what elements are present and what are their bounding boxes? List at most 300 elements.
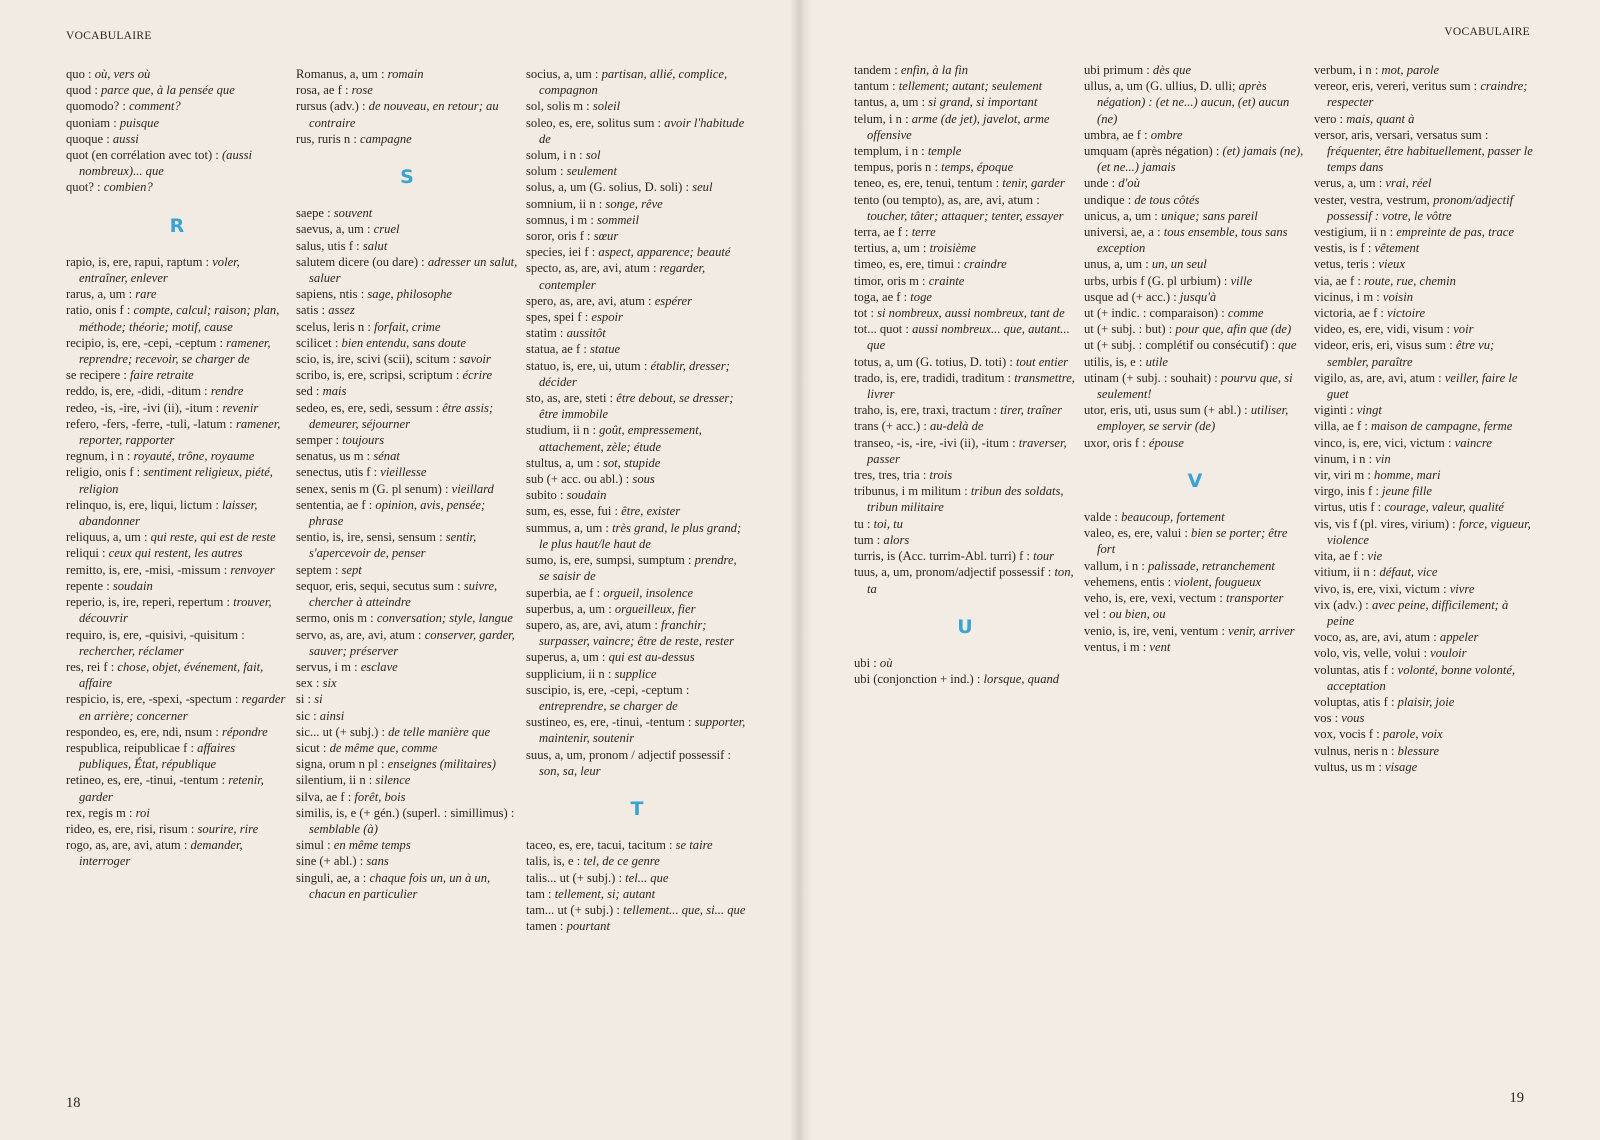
translation: toge [910, 289, 932, 304]
vocab-entry [66, 578, 288, 594]
headword: quoniam : [66, 115, 120, 130]
translation: sentir, s'apercevoir de, penser [309, 530, 477, 561]
translation: après négation) : (et ne...) aucun, (et) aucun (ne) [1097, 79, 1290, 126]
vocab-entry [526, 422, 748, 454]
headword: silentium, ii n : [296, 773, 376, 788]
vocab-entry [526, 325, 748, 341]
translation: vrai, réel [1385, 176, 1432, 191]
headword: taceo, es, ere, tacui, tacitum : [526, 838, 676, 853]
translation: unique; sans pareil [1160, 208, 1258, 223]
headword: servo, as, are, avi, atum : [296, 627, 425, 642]
vocab-entry [1314, 240, 1536, 256]
translation: conversation; style, langue [376, 611, 513, 626]
translation: sentiment religieux, piété, religion [79, 465, 273, 496]
vocab-entry [1314, 418, 1536, 434]
vocab-entry [296, 98, 518, 130]
headword: simul : [296, 838, 334, 853]
headword: quoque : [66, 131, 113, 146]
vocab-entry [296, 529, 518, 561]
vocab-entry [526, 309, 748, 325]
vocab-entry [1084, 590, 1306, 606]
vocab-entry [526, 293, 748, 309]
headword: quo : [66, 67, 95, 81]
vocab-entry [854, 159, 1076, 175]
headword: volo, vis, velle, volui : [1314, 646, 1431, 661]
vocab-entry [1084, 623, 1306, 639]
headword: saevus, a, um : [296, 222, 374, 237]
vocab-entry [1314, 499, 1536, 515]
headword: statua, ae f : [526, 342, 590, 357]
vocab-entry [526, 552, 748, 584]
translation: pronom/adjectif possessif : votre, le vôtre [1327, 192, 1514, 223]
headword: res, rei f : [66, 659, 118, 674]
vocab-entry [526, 212, 748, 228]
headword: socius, a, um : [526, 67, 602, 81]
headword: religio, onis f : [66, 465, 144, 480]
translation: vin [1375, 451, 1391, 466]
headword: sumo, is, ere, sumpsi, sumptum : [526, 553, 695, 568]
vocab-entry [296, 335, 518, 351]
translation: tirer, traîner [1000, 403, 1062, 418]
vocab-entry [1314, 192, 1536, 224]
translation: soudain [566, 488, 607, 503]
vocab-entry [1084, 78, 1306, 127]
translation: sept [341, 562, 362, 577]
vocab-entry [1314, 78, 1536, 110]
headword: superus, a, um : [526, 650, 609, 665]
vocab-column [66, 66, 288, 870]
translation: sot, stupide [602, 455, 661, 470]
translation: terre [911, 225, 936, 240]
translation: tous ensemble, tous sans exception [1097, 225, 1288, 256]
headword: sustineo, es, ere, -tinui, -tentum : [526, 715, 695, 730]
translation: alors [883, 532, 910, 547]
headword: senatus, us m : [296, 449, 374, 464]
vocab-entry [1314, 483, 1536, 499]
headword: venio, is, ire, veni, ventum : [1084, 623, 1229, 638]
vocab-entry [854, 655, 1076, 671]
headword: utilis, is, e : [1084, 354, 1146, 369]
headword: solum, i n : [526, 148, 586, 163]
translation: blessure [1397, 743, 1440, 758]
translation: bien entendu, sans doute [341, 335, 466, 350]
headword: ullus, a, um (G. ullius, D. ulli; [1084, 79, 1239, 94]
headword: vinum, i n : [1314, 451, 1376, 466]
translation: laisser, abandonner [79, 497, 258, 529]
vocab-entry [1314, 337, 1536, 369]
translation: renvoyer [230, 562, 275, 577]
translation: établir, dresser; décider [539, 358, 730, 389]
translation: courage, valeur, qualité [1384, 500, 1504, 515]
vocab-entry [66, 66, 288, 82]
vocab-entry [526, 147, 748, 163]
headword: umquam (après négation) : [1084, 144, 1223, 159]
vocab-entry [296, 432, 518, 448]
headword: ubi : [854, 655, 880, 670]
vocab-entry [296, 205, 518, 221]
translation: vivre [1449, 581, 1475, 596]
headword: terra, ae f : [854, 225, 912, 240]
headword: tot... quot : [854, 322, 913, 337]
vocab-entry [1084, 143, 1306, 175]
vocab-entry [526, 666, 748, 682]
translation: toi, tu [873, 516, 903, 531]
headword: repente : [66, 578, 113, 593]
translation: empreinte de pas, trace [1396, 225, 1514, 240]
translation: vieux [1378, 257, 1405, 272]
vocab-column [296, 66, 518, 902]
vocab-entry [66, 179, 288, 195]
translation: aspect, apparence; beauté [598, 245, 731, 260]
translation: très grand, le plus grand; le plus haut/le haut de [539, 520, 742, 551]
vocab-entry [66, 464, 288, 496]
headword: undique : [1084, 192, 1135, 207]
vocab-column [1314, 62, 1536, 775]
vocab-entry [1314, 645, 1536, 661]
vocab-entry [526, 163, 748, 179]
translation: goût, empressement, attachement, zèle; étude [539, 423, 702, 454]
headword: sic... ut (+ subj.) : [296, 724, 389, 739]
translation: ville [1230, 273, 1253, 288]
vocab-entry [296, 789, 518, 805]
vocab-entry [66, 821, 288, 837]
translation: prendre, se saisir de [539, 553, 737, 584]
vocab-entry [526, 503, 748, 519]
translation: mot, parole [1381, 63, 1440, 77]
vocab-entry [526, 455, 748, 471]
vocab-entry [526, 682, 748, 714]
vocab-entry [296, 66, 518, 82]
vocab-entry [854, 321, 1076, 353]
headword: ubi primum : [1084, 63, 1153, 77]
vocab-entry [66, 82, 288, 98]
section-letter: T [630, 797, 644, 820]
vocab-entry [296, 610, 518, 626]
vocab-entry [854, 78, 1076, 94]
vocab-entry [526, 471, 748, 487]
vocab-entry [854, 467, 1076, 483]
headword: templum, i n : [854, 144, 928, 159]
translation: palissade, retranchement [1148, 558, 1275, 573]
vocab-entry [1084, 62, 1306, 78]
headword: tantum : [854, 79, 899, 94]
translation: demander, interroger [79, 838, 243, 869]
vocab-entry [1084, 354, 1306, 370]
translation: vent [1149, 639, 1171, 654]
vocab-entry [854, 483, 1076, 515]
translation: où [879, 655, 893, 670]
vocab-entry [1084, 273, 1306, 289]
vocab-entry [1084, 321, 1306, 337]
vocab-entry [526, 649, 748, 665]
translation: troisième [929, 241, 976, 256]
headword: toga, ae f : [854, 289, 911, 304]
right-page [800, 0, 1600, 1140]
headword: sed : [296, 384, 323, 399]
translation: regarder, contempler [539, 261, 706, 292]
translation: tribun des soldats, tribun militaire [867, 484, 1064, 515]
vocab-entry [66, 416, 288, 448]
headword: suus, a, um, pronom / adjectif possessif : [526, 747, 731, 762]
headword: vultus, us m : [1314, 759, 1386, 774]
page-number-left: 18 [66, 1095, 81, 1111]
headword: valde : [1084, 510, 1122, 525]
translation: trois [929, 468, 953, 483]
headword: tantus, a, um : [854, 95, 929, 110]
vocab-entry [854, 671, 1076, 687]
vocab-entry [854, 370, 1076, 402]
headword: rideo, es, ere, risi, risum : [66, 821, 198, 836]
translation: victoire [1387, 306, 1426, 321]
vocab-entry [1314, 548, 1536, 564]
headword: requiro, is, ere, -quisivi, -quisitum : [66, 627, 245, 642]
vocab-entry [526, 747, 748, 779]
vocab-entry [1084, 337, 1306, 353]
vocab-entry [854, 354, 1076, 370]
headword: voluntas, atis f : [1314, 662, 1398, 677]
translation: tel... que [625, 870, 669, 885]
vocab-entry [1314, 321, 1536, 337]
translation: supplice [614, 666, 657, 681]
vocab-entry [296, 448, 518, 464]
headword: transeo, -is, -ire, -ivi (ii), -itum : [854, 435, 1019, 450]
headword: senectus, utis f : [296, 465, 381, 480]
headword: tamen : [526, 919, 567, 934]
headword: trado, is, ere, tradidi, traditum : [854, 370, 1015, 385]
vocab-entry [526, 886, 748, 902]
translation: orgueil, insolence [603, 585, 694, 600]
translation: espoir [591, 310, 623, 325]
vocab-entry [66, 740, 288, 772]
headword: talis... ut (+ subj.) : [526, 870, 626, 885]
vocab-entry [854, 62, 1076, 78]
translation: écrire [462, 368, 493, 383]
headword: stultus, a, um : [526, 455, 603, 470]
vocab-entry [854, 111, 1076, 143]
headword: rogo, as, are, avi, atum : [66, 838, 191, 853]
translation: combien? [103, 180, 153, 195]
translation: sous [632, 472, 655, 487]
headword: quot (en corrélation avec tot) : [66, 148, 222, 163]
headword: viginti : [1314, 403, 1357, 418]
translation: ou bien, ou [1109, 607, 1166, 622]
headword: ratio, onis f : [66, 303, 134, 318]
vocab-entry [296, 659, 518, 675]
vocab-column [854, 62, 1076, 687]
vocab-entry [1314, 62, 1536, 78]
vocab-entry [526, 260, 748, 292]
translation: avec peine, difficilement; à peine [1327, 597, 1509, 628]
headword: senex, senis m (G. pl senum) : [296, 481, 452, 496]
translation: craindre [963, 257, 1007, 272]
translation: être vu; sembler, paraître [1327, 338, 1495, 369]
vocab-entry [1314, 127, 1536, 176]
translation: rare [135, 287, 157, 302]
vocab-entry [1084, 289, 1306, 305]
headword: sic : [296, 708, 320, 723]
vocab-entry [854, 435, 1076, 467]
headword: salus, utis f : [296, 238, 363, 253]
headword: talis, is, e : [526, 854, 584, 869]
vocab-entry [66, 659, 288, 691]
headword: sicut : [296, 740, 330, 755]
translation: rendre [210, 384, 244, 399]
translation: puisque [119, 115, 160, 130]
translation: où, vers où [94, 67, 151, 81]
headword: retineo, es, ere, -tinui, -tentum : [66, 773, 229, 788]
vocab-entry [526, 66, 748, 98]
vocab-entry [66, 448, 288, 464]
headword: rex, regis m : [66, 805, 136, 820]
vocab-entry [66, 98, 288, 114]
translation: si grand, si important [928, 95, 1038, 110]
translation: volonté, bonne volonté, acceptation [1327, 662, 1516, 693]
headword: vestis, is f : [1314, 241, 1375, 256]
headword: Romanus, a, um : [296, 67, 388, 81]
headword: tento (ou tempto), as, are, avi, atum : [854, 192, 1040, 207]
headword: umbra, ae f : [1084, 127, 1151, 142]
headword: tres, tres, tria : [854, 468, 930, 483]
translation: lorsque, quand [983, 672, 1060, 687]
headword: reperio, is, ire, reperi, repertum : [66, 595, 234, 610]
vocab-entry [66, 562, 288, 578]
headword: sentio, is, ire, sensi, sensum : [296, 530, 446, 545]
translation: parce que, à la pensée que [100, 83, 235, 98]
headword: soleo, es, ere, solitus sum : [526, 115, 665, 130]
headword: tu : [854, 516, 874, 531]
vocab-entry [1314, 743, 1536, 759]
translation: son, sa, leur [539, 763, 601, 778]
translation: seul [692, 180, 713, 195]
translation: défaut, vice [1379, 565, 1438, 580]
vocab-entry [66, 147, 288, 179]
headword: sol, solis m : [526, 99, 593, 114]
headword: universi, ae, a : [1084, 225, 1164, 240]
headword: suscipio, is, ere, -cepi, -ceptum : [526, 682, 690, 697]
vocab-entry [296, 131, 518, 147]
translation: qui est au-dessus [608, 650, 695, 665]
translation: aussi [112, 131, 139, 146]
translation: maison de campagne, ferme [1371, 419, 1513, 434]
vocab-entry [1314, 451, 1536, 467]
translation: bien se porter; être fort [1097, 526, 1288, 557]
translation: suivre, chercher à atteindre [309, 578, 498, 610]
translation: être, exister [621, 504, 681, 519]
vocab-entry [296, 319, 518, 335]
translation: toucher, tâter; attaquer; tenter, essayer [867, 208, 1064, 223]
vocab-entry [526, 585, 748, 601]
translation: trouver, découvrir [79, 595, 272, 626]
vocab-entry [854, 564, 1076, 596]
vocab-entry [1314, 256, 1536, 272]
headword: tum : [854, 532, 884, 547]
translation: traverser, passer [867, 435, 1067, 466]
headword: usque ad (+ acc.) : [1084, 289, 1180, 304]
headword: ut (+ subj. : complétif ou consécutif) : [1084, 338, 1279, 353]
vocab-entry [296, 724, 518, 740]
translation: soudain [112, 578, 153, 593]
translation: rechercher, réclamer [79, 643, 184, 658]
headword: recipio, is, ere, -cepi, -ceptum : [66, 335, 227, 350]
headword: semper : [296, 433, 343, 448]
vocab-entry [66, 724, 288, 740]
headword: tertius, a, um : [854, 241, 930, 256]
vocab-entry [1314, 710, 1536, 726]
vocab-entry [1314, 726, 1536, 742]
headword: respondeo, es, ere, ndi, nsum : [66, 724, 222, 739]
headword: valeo, es, ere, valui : [1084, 526, 1192, 541]
vocab-entry [1084, 256, 1306, 272]
headword: vitium, ii n : [1314, 565, 1380, 580]
translation: supporter, maintenir, soutenir [539, 715, 746, 746]
headword: species, iei f : [526, 245, 599, 260]
translation: toujours [342, 433, 385, 448]
translation: voler, entraîner, enlever [79, 254, 240, 286]
vocab-entry [1314, 629, 1536, 645]
translation: si [314, 692, 323, 707]
headword: solum : [526, 164, 567, 179]
headword: soror, oris f : [526, 229, 594, 244]
headword: se recipere : [66, 368, 130, 383]
translation: campagne [360, 131, 412, 146]
vocab-entry [1314, 564, 1536, 580]
vocab-entry [66, 497, 288, 529]
headword: supplicium, ii n : [526, 666, 615, 681]
vocab-entry [526, 870, 748, 886]
vocab-entry [1084, 305, 1306, 321]
translation: tellement, si; autant [554, 886, 656, 901]
headword: scelus, leris n : [296, 319, 374, 334]
headword: rarus, a, um : [66, 287, 136, 302]
translation: savoir [459, 352, 491, 367]
headword: vehemens, entis : [1084, 574, 1175, 589]
translation: transporter [1226, 591, 1284, 606]
headword: vir, viri m : [1314, 468, 1375, 483]
translation: enfin, à la fin [900, 63, 969, 77]
headword: reliquus, a, um : [66, 530, 151, 545]
vocab-entry [854, 175, 1076, 191]
vocab-entry [296, 740, 518, 756]
vocab-entry [1314, 435, 1536, 451]
translation: de même que, comme [329, 740, 438, 755]
translation: vie [1367, 549, 1383, 564]
translation: pour que, afin que (de) [1175, 322, 1292, 337]
vocab-entry [526, 98, 748, 114]
vocab-entry [66, 131, 288, 147]
vocab-entry [296, 367, 518, 383]
vocab-entry [66, 335, 288, 367]
headword: traho, is, ere, traxi, tractum : [854, 403, 1001, 418]
translation: temple [927, 144, 962, 159]
vocab-entry [526, 228, 748, 244]
translation: visage [1385, 759, 1418, 774]
vocab-entry [1314, 370, 1536, 402]
vocab-entry [854, 289, 1076, 305]
translation: sol [585, 148, 601, 163]
headword: vallum, i n : [1084, 558, 1149, 573]
vocab-entry [296, 221, 518, 237]
translation: un, un seul [1151, 257, 1207, 272]
translation: chose, objet, événement, fait, affaire [79, 659, 264, 691]
vocab-entry [66, 302, 288, 334]
translation: force, vigueur, violence [1327, 516, 1531, 547]
vocab-entry [854, 240, 1076, 256]
headword: vigilo, as, are, avi, atum : [1314, 370, 1445, 385]
translation: pourvu que, si seulement! [1097, 370, 1293, 402]
headword: rosa, ae f : [296, 83, 352, 98]
vocab-entry [1314, 175, 1536, 191]
section-letter: R [169, 214, 185, 237]
